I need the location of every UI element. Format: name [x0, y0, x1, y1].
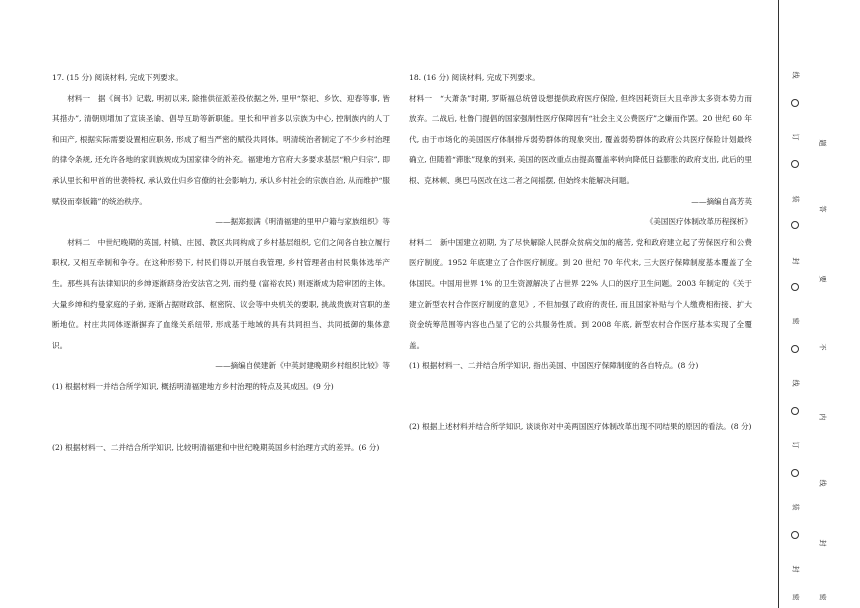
- q17-source-2: ——摘编自侯建新《中英封建晚期乡村组织比较》等: [215, 361, 390, 371]
- seal-char: 装: [791, 503, 799, 511]
- seal-char: 订: [791, 441, 799, 449]
- seal-circle-icon: [791, 283, 799, 291]
- seal-char: 封: [791, 565, 799, 573]
- seal-circle-icon: [791, 99, 799, 107]
- seal-circle-icon: [791, 221, 799, 229]
- q17-source-1: ——据郑振满《明清福建的里甲户籍与家族组织》等: [215, 217, 390, 227]
- seal-char: 封: [791, 257, 799, 265]
- q18-source-1b: 《美国医疗体制改革历程探析》: [645, 217, 752, 227]
- q17-material-2: 材料二 中世纪晚期的英国, 村镇、庄园、教区共同构成了乡村基层组织, 它们之间各自独立履行职权, 又相互牵制和争夺。在这种形势下, 村民们得以开展自我管理, 乡村管理者由村民集体选举产生。那些具有法律知识的乡绅逐渐跻身治安法官之列, 而约曼 (富裕农民) 则逐渐成为陪审团的主体。大量乡绅和约曼家庭的子弟, 逐渐占据财政部、枢密院、议会等中央机关的要职, 挑战贵族对官职的垄断地位。村庄共同体逐渐摒弃了血缘关系纽带, 形成基于地域的具有共同担当、共同抵御的集体意识。: [52, 237, 390, 350]
- q17-material-1: 材料一 据《闽书》记载, 明初以来, 除推供征派差役依据之外, 里甲“祭祀、乡饮、迎春等事, 皆其措办”, 清朝则增加了宣读圣谕、倡导互助等新职能。里长和甲首多以宗族为中心, 控制族内的人丁和田产, 根据实际需要设置相应职务, 形成了相当严密的赋役共同体。明清统治者制定了不少乡村治理的律令条规, 还允许各地的家训族规成为国家律令的补充。福建地方官府大多要求基层“粮户归宗”, 即承认里长和甲首的世袭特权, 承认致仕归乡官僚的社会影响力, 承认乡村社会的宗族自治, 从而维护“服赋役而奉版籍”的统治秩序。: [52, 93, 390, 206]
- seal-line-column: [784, 0, 806, 608]
- answer-space: [409, 377, 752, 417]
- seal-circle-icon: [791, 407, 799, 415]
- seal-char: 密: [791, 593, 799, 601]
- seal-circle-icon: [791, 160, 799, 168]
- seal-circle-icon: [791, 531, 799, 539]
- seal-char: 订: [791, 133, 799, 141]
- q18-header: 18. (16 分) 阅读材料, 完成下列要求。: [409, 73, 540, 82]
- no-answer-zone-warning: [812, 0, 832, 608]
- warning-char: 题: [818, 139, 826, 147]
- warning-char: 内: [818, 413, 826, 421]
- q17-header: 17. (15 分) 阅读材料, 完成下列要求。: [52, 73, 183, 82]
- warning-char: 要: [818, 275, 826, 283]
- binding-line: [778, 0, 779, 608]
- warning-char: 密: [818, 593, 826, 601]
- warning-char: 答: [818, 205, 826, 213]
- seal-char: 装: [791, 195, 799, 203]
- answer-space: [52, 398, 390, 438]
- seal-circle-icon: [791, 469, 799, 477]
- q18-material-2: 材料二 新中国建立初期, 为了尽快解除人民群众贫病交加的痛苦, 党和政府建立起了劳保医疗和公费医疗制度。1952 年底建立了合作医疗制度。到 20 世纪 70 年代末, 三大医疗保障制度基本覆盖了全体国民。中国用世界 1% 的卫生资源解决了占世界 22% 人口的医疗卫生问题。2003 年制定的《关于建立新型农村合作医疗制度的意见》, 不但加强了政府的责任, 而且国家补贴与个人缴费相衔接、扩大资金统筹范围等内容也凸显了它的公共服务性质。到 2008 年底, 新型农村合作医疗基本实现了全覆盖。: [409, 237, 752, 350]
- q18-source-1a: ——摘编自高芳英: [691, 196, 752, 206]
- warning-char: 不: [818, 343, 826, 351]
- seal-circle-icon: [791, 345, 799, 353]
- q18-material-1: 材料一 “大萧条”时期, 罗斯福总统曾设想提供政府医疗保险, 但终因耗资巨大且牵涉太多资本势力而放弃。二战后, 杜鲁门提倡的国家强制性医疗保障因有“社会主义公费医疗”之嫌而作罢。20 世纪 60 年代, 由于市场化的美国医疗体制排斥弱势群体的现象突出, 覆盖弱势群体的政府公共医疗保险计划最终确立, 但随着“滞胀”现象的到来, 美国的医改重点由提高覆盖率转向降低日益膨胀的政府支出, 此后的里根、克林顿、奥巴马医改在这二者之间摇摆, 但始终未能解决问题。: [409, 93, 752, 185]
- seal-char: 线: [791, 71, 799, 79]
- warning-char: 封: [818, 539, 826, 547]
- q18-subquestion-1: (1) 根据材料一、二并结合所学知识, 指出美国、中国医疗保障制度的各自特点。(8 分): [409, 361, 699, 371]
- seal-char: 线: [791, 379, 799, 387]
- q18-subquestion-2: (2) 根据上述材料并结合所学知识, 谈谈你对中美两国医疗体制改革出现不同结果的原因的看法。(8 分): [409, 421, 752, 431]
- question-18: [409, 68, 752, 438]
- warning-char: 线: [818, 479, 826, 487]
- q17-subquestion-1: (1) 根据材料一并结合所学知识, 概括明清福建地方乡村治理的特点及其成因。(9 分): [52, 381, 334, 391]
- seal-char: 密: [791, 317, 799, 325]
- q17-subquestion-2: (2) 根据材料一、二并结合所学知识, 比较明清福建和中世纪晚期英国乡村治理方式的差异。(6 分): [52, 442, 380, 452]
- question-17: [52, 68, 390, 458]
